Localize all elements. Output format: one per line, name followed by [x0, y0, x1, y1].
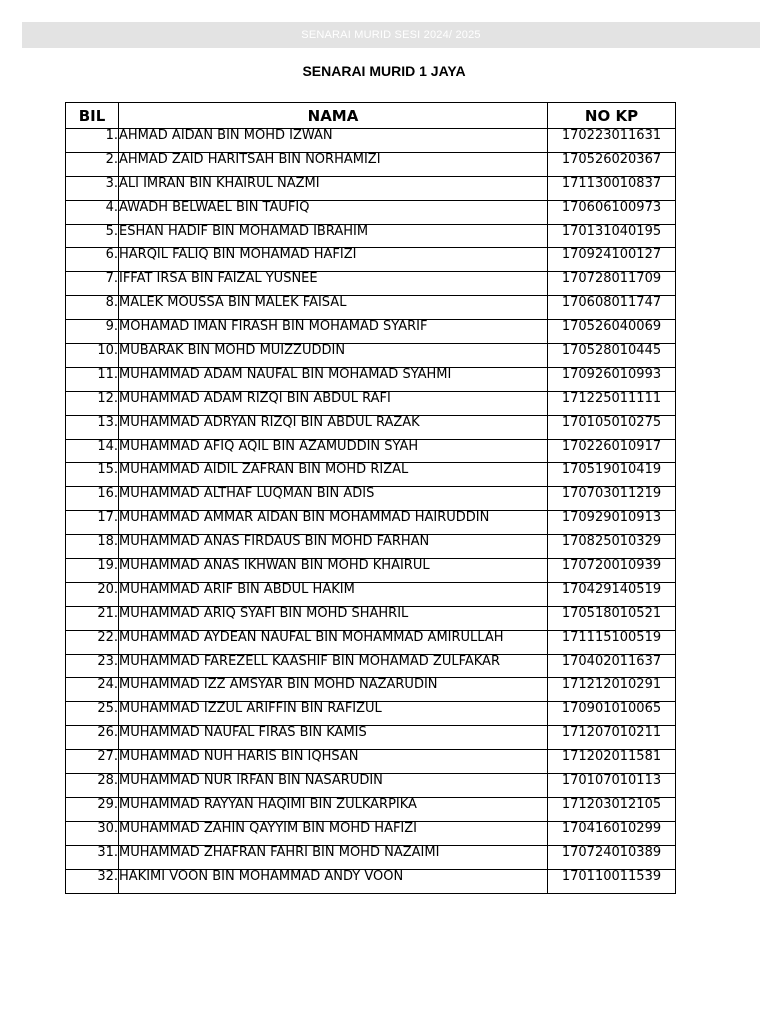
row-number: 13.: [66, 415, 119, 439]
ic-number: 170518010521: [548, 606, 676, 630]
ic-number: 170110011539: [548, 869, 676, 893]
student-name: MUHAMMAD ANAS IKHWAN BIN MOHD KHAIRUL: [119, 559, 548, 583]
student-name: MUHAMMAD ADRYAN RIZQI BIN ABDUL RAZAK: [119, 415, 548, 439]
table-row: [66, 296, 676, 320]
table-row: [66, 487, 676, 511]
ic-number: 170825010329: [548, 535, 676, 559]
table-row: [66, 535, 676, 559]
ic-number: 170107010113: [548, 774, 676, 798]
student-name: MUBARAK BIN MOHD MUIZZUDDIN: [119, 344, 548, 368]
row-number: 10.: [66, 344, 119, 368]
row-number: 15.: [66, 463, 119, 487]
row-number: 29.: [66, 797, 119, 821]
table-row: [66, 582, 676, 606]
table-row: [66, 606, 676, 630]
student-name: HAKIMI VOON BIN MOHAMMAD ANDY VOON: [119, 869, 548, 893]
ic-number: 170606100973: [548, 200, 676, 224]
ic-number: 170226010917: [548, 439, 676, 463]
ic-number: 171212010291: [548, 678, 676, 702]
table-row: [66, 559, 676, 583]
page-title: SENARAI MURID 1 JAYA: [302, 63, 466, 79]
ic-number: 170929010913: [548, 511, 676, 535]
student-name: MUHAMMAD NUR IRFAN BIN NASARUDIN: [119, 774, 548, 798]
ic-number: 171225011111: [548, 391, 676, 415]
student-name: MUHAMMAD ANAS FIRDAUS BIN MOHD FARHAN: [119, 535, 548, 559]
row-number: 23.: [66, 654, 119, 678]
ic-number: 170703011219: [548, 487, 676, 511]
row-number: 25.: [66, 702, 119, 726]
ic-number: 170720010939: [548, 559, 676, 583]
student-name: MUHAMMAD ALTHAF LUQMAN BIN ADIS: [119, 487, 548, 511]
row-number: 3.: [66, 176, 119, 200]
row-number: 1.: [66, 129, 119, 153]
ic-number: 170223011631: [548, 129, 676, 153]
ic-number: 170131040195: [548, 224, 676, 248]
student-name: MUHAMMAD ADAM NAUFAL BIN MOHAMAD SYAHMI: [119, 367, 548, 391]
row-number: 24.: [66, 678, 119, 702]
student-name: AHMAD ZAID HARITSAH BIN NORHAMIZI: [119, 152, 548, 176]
table-row: [66, 511, 676, 535]
row-number: 18.: [66, 535, 119, 559]
table-row: [66, 200, 676, 224]
student-name: MUHAMMAD RAYYAN HAQIMI BIN ZULKARPIKA: [119, 797, 548, 821]
student-name: IFFAT IRSA BIN FAIZAL YUSNEE: [119, 272, 548, 296]
row-number: 6.: [66, 248, 119, 272]
ic-number: 170528010445: [548, 344, 676, 368]
student-name: MUHAMMAD FAREZELL KAASHIF BIN MOHAMAD ZULFAKAR: [119, 654, 548, 678]
table-row: [66, 869, 676, 893]
student-name: MUHAMMAD AFIQ AQIL BIN AZAMUDDIN SYAH: [119, 439, 548, 463]
row-number: 16.: [66, 487, 119, 511]
student-name: MUHAMMAD AMMAR AIDAN BIN MOHAMMAD HAIRUDDIN: [119, 511, 548, 535]
student-name: AHMAD AIDAN BIN MOHD IZWAN: [119, 129, 548, 153]
student-table: [65, 102, 676, 894]
row-number: 31.: [66, 845, 119, 869]
ic-number: 170402011637: [548, 654, 676, 678]
table-row: [66, 320, 676, 344]
row-number: 30.: [66, 821, 119, 845]
header-band-text: SENARAI MURID SESI 2024/ 2025: [301, 29, 481, 41]
row-number: 4.: [66, 200, 119, 224]
ic-number: 171207010211: [548, 726, 676, 750]
ic-number: 170901010065: [548, 702, 676, 726]
table-row: [66, 774, 676, 798]
ic-number: 170416010299: [548, 821, 676, 845]
row-number: 14.: [66, 439, 119, 463]
table-row: [66, 845, 676, 869]
row-number: 2.: [66, 152, 119, 176]
row-number: 9.: [66, 320, 119, 344]
table-row: [66, 797, 676, 821]
column-header-bil: BIL: [66, 103, 119, 129]
ic-number: 170926010993: [548, 367, 676, 391]
student-name: MUHAMMAD ZAHIN QAYYIM BIN MOHD HAFIZI: [119, 821, 548, 845]
row-number: 19.: [66, 559, 119, 583]
ic-number: 170429140519: [548, 582, 676, 606]
ic-number: 170728011709: [548, 272, 676, 296]
ic-number: 171203012105: [548, 797, 676, 821]
row-number: 11.: [66, 367, 119, 391]
table-body: [66, 129, 676, 894]
table-row: [66, 152, 676, 176]
table-row: [66, 344, 676, 368]
column-header-nokp: NO KP: [548, 103, 676, 129]
table-header-row: [66, 103, 676, 129]
student-name: MUHAMMAD AYDEAN NAUFAL BIN MOHAMMAD AMIRULLAH: [119, 630, 548, 654]
table-row: [66, 272, 676, 296]
student-name: MUHAMMAD AIDIL ZAFRAN BIN MOHD RIZAL: [119, 463, 548, 487]
row-number: 32.: [66, 869, 119, 893]
table-row: [66, 391, 676, 415]
row-number: 26.: [66, 726, 119, 750]
student-name: MUHAMMAD NAUFAL FIRAS BIN KAMIS: [119, 726, 548, 750]
student-name: MUHAMMAD IZZ AMSYAR BIN MOHD NAZARUDIN: [119, 678, 548, 702]
table-row: [66, 678, 676, 702]
table-row: [66, 415, 676, 439]
ic-number: 170608011747: [548, 296, 676, 320]
ic-number: 170526020367: [548, 152, 676, 176]
table-row: [66, 702, 676, 726]
student-name: MALEK MOUSSA BIN MALEK FAISAL: [119, 296, 548, 320]
row-number: 28.: [66, 774, 119, 798]
student-name: MUHAMMAD ARIF BIN ABDUL HAKIM: [119, 582, 548, 606]
student-name: MUHAMMAD NUH HARIS BIN IQHSAN: [119, 750, 548, 774]
row-number: 22.: [66, 630, 119, 654]
table-row: [66, 224, 676, 248]
table-row: [66, 248, 676, 272]
table-row: [66, 750, 676, 774]
ic-number: 170526040069: [548, 320, 676, 344]
table-row: [66, 439, 676, 463]
row-number: 7.: [66, 272, 119, 296]
table-row: [66, 463, 676, 487]
ic-number: 170105010275: [548, 415, 676, 439]
table-row: [66, 129, 676, 153]
row-number: 27.: [66, 750, 119, 774]
student-name: MUHAMMAD ADAM RIZQI BIN ABDUL RAFI: [119, 391, 548, 415]
table-row: [66, 821, 676, 845]
row-number: 20.: [66, 582, 119, 606]
student-name: ALI IMRAN BIN KHAIRUL NAZMI: [119, 176, 548, 200]
ic-number: 170924100127: [548, 248, 676, 272]
row-number: 8.: [66, 296, 119, 320]
ic-number: 171130010837: [548, 176, 676, 200]
ic-number: 170724010389: [548, 845, 676, 869]
table-row: [66, 176, 676, 200]
row-number: 17.: [66, 511, 119, 535]
table-row: [66, 726, 676, 750]
table-row: [66, 367, 676, 391]
student-name: HARQIL FALIQ BIN MOHAMAD HAFIZI: [119, 248, 548, 272]
table-row: [66, 654, 676, 678]
student-name: MUHAMMAD IZZUL ARIFFIN BIN RAFIZUL: [119, 702, 548, 726]
table-row: [66, 630, 676, 654]
header-band: [22, 22, 760, 48]
student-name: MOHAMAD IMAN FIRASH BIN MOHAMAD SYARIF: [119, 320, 548, 344]
student-name: ESHAN HADIF BIN MOHAMAD IBRAHIM: [119, 224, 548, 248]
student-name: MUHAMMAD ZHAFRAN FAHRI BIN MOHD NAZAIMI: [119, 845, 548, 869]
row-number: 5.: [66, 224, 119, 248]
row-number: 21.: [66, 606, 119, 630]
ic-number: 171115100519: [548, 630, 676, 654]
student-name: AWADH BELWAEL BIN TAUFIQ: [119, 200, 548, 224]
ic-number: 171202011581: [548, 750, 676, 774]
student-name: MUHAMMAD ARIQ SYAFI BIN MOHD SHAHRIL: [119, 606, 548, 630]
ic-number: 170519010419: [548, 463, 676, 487]
column-header-nama: NAMA: [119, 103, 548, 129]
row-number: 12.: [66, 391, 119, 415]
